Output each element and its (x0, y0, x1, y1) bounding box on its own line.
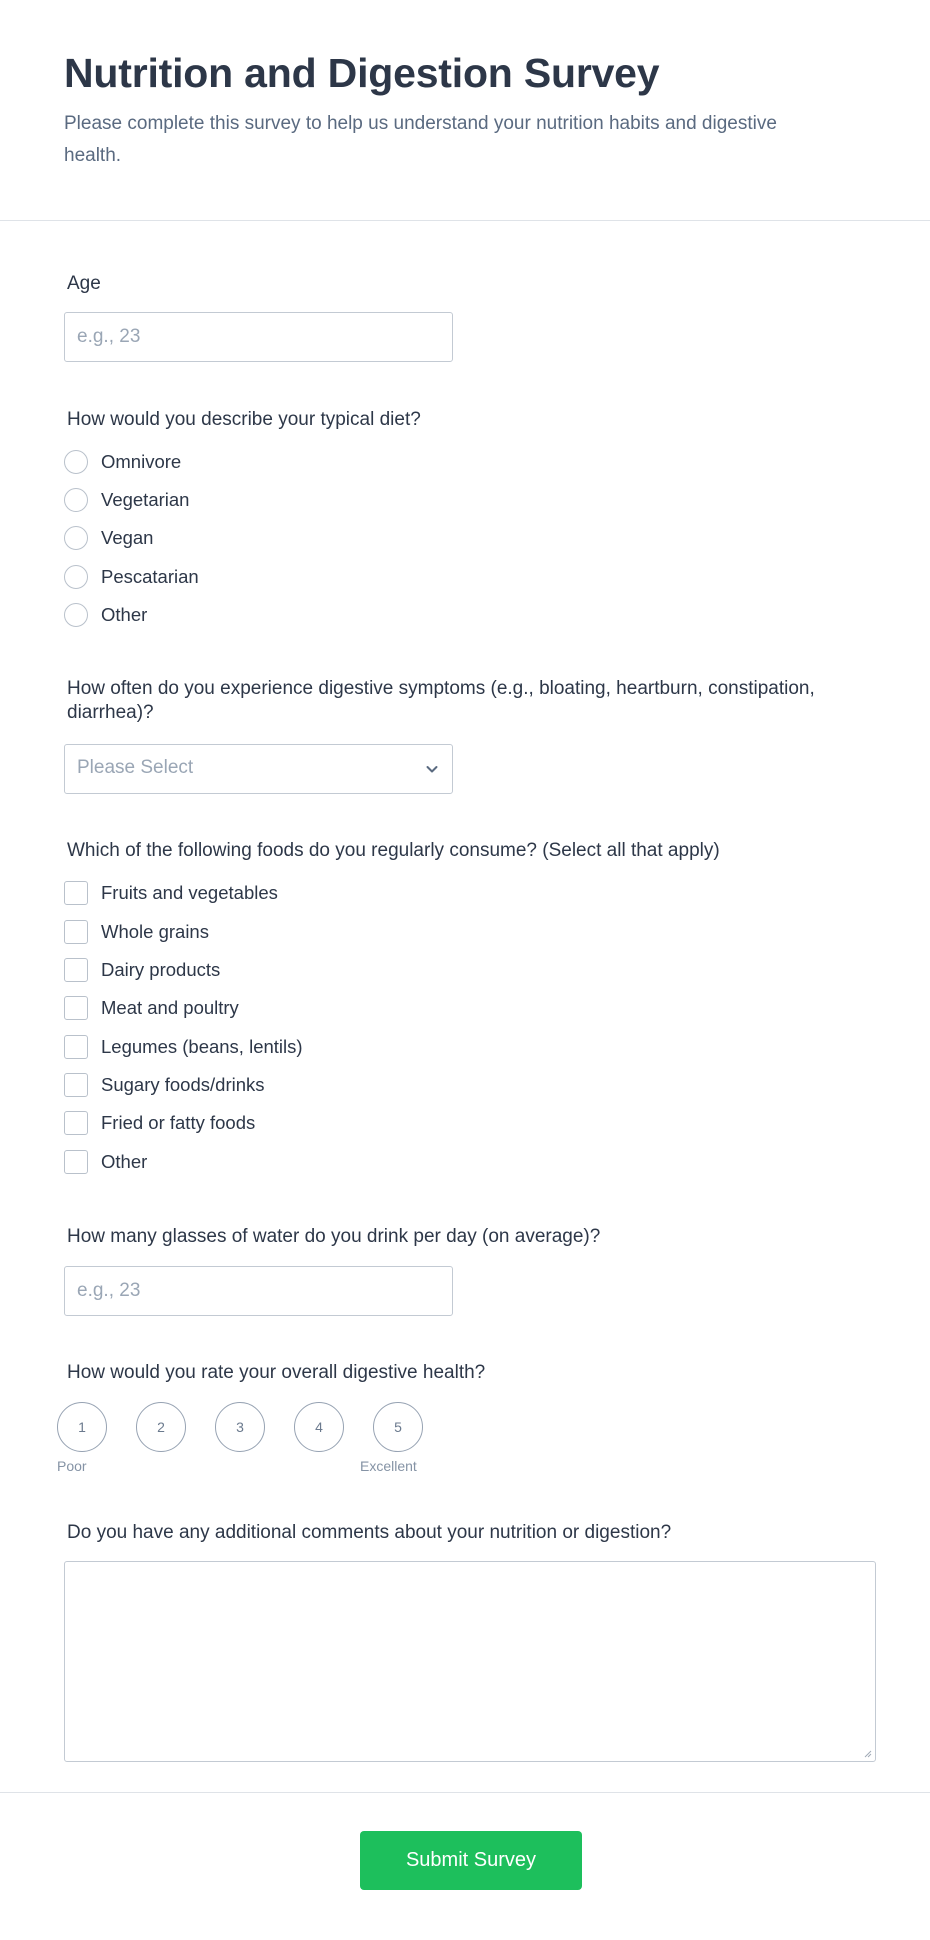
food-option-legumes[interactable] (64, 1034, 303, 1060)
form-footer (0, 1792, 930, 1940)
submit-survey-button[interactable]: Submit Survey (360, 1831, 582, 1890)
rating-option-2[interactable]: 2 (136, 1402, 186, 1452)
checkbox[interactable] (64, 996, 88, 1020)
radio-button[interactable] (64, 603, 88, 627)
diet-option-vegan[interactable] (64, 525, 153, 551)
foods-question-label: Which of the following foods do you regularly consume? (Select all that apply) (67, 840, 720, 861)
page-title: Nutrition and Digestion Survey (64, 50, 660, 96)
water-question-label: How many glasses of water do you drink per day (on average)? (67, 1226, 601, 1247)
rating-option-3[interactable]: 3 (215, 1402, 265, 1452)
rating-high-caption: Excellent (360, 1458, 417, 1474)
checkbox[interactable] (64, 1035, 88, 1059)
option-label: Other (101, 604, 148, 625)
diet-option-vegetarian[interactable] (64, 487, 189, 513)
checkbox[interactable] (64, 1150, 88, 1174)
comments-question-label: Do you have any additional comments about your nutrition or digestion? (67, 1522, 672, 1543)
option-label: Pescatarian (101, 566, 199, 587)
rating-option-4[interactable]: 4 (294, 1402, 344, 1452)
food-option-fried[interactable] (64, 1110, 255, 1136)
radio-button[interactable] (64, 565, 88, 589)
symptoms-frequency-select[interactable] (64, 744, 453, 794)
symptoms-question-label: How often do you experience digestive symptoms (e.g., bloating, heartburn, constipation, diarrhea)? (67, 678, 815, 723)
radio-button[interactable] (64, 488, 88, 512)
option-label: Vegan (101, 527, 154, 548)
checkbox[interactable] (64, 958, 88, 982)
radio-button[interactable] (64, 526, 88, 550)
rating-question-label: How would you rate your overall digestive health? (67, 1362, 486, 1383)
option-label: Meat and poultry (101, 997, 239, 1018)
diet-option-pescatarian[interactable] (64, 564, 199, 590)
option-label: Fried or fatty foods (101, 1112, 256, 1133)
checkbox[interactable] (64, 1111, 88, 1135)
diet-option-other[interactable] (64, 602, 147, 628)
option-label: Whole grains (101, 921, 209, 942)
comments-textarea[interactable] (64, 1561, 876, 1762)
radio-button[interactable] (64, 450, 88, 474)
diet-option-omnivore[interactable] (64, 449, 181, 475)
checkbox[interactable] (64, 920, 88, 944)
option-label: Dairy products (101, 959, 221, 980)
rating-option-5[interactable]: 5 (373, 1402, 423, 1452)
age-label: Age (67, 273, 101, 294)
checkbox[interactable] (64, 1073, 88, 1097)
chevron-down-icon (424, 761, 440, 777)
select-value: Please Select (77, 757, 194, 778)
age-input[interactable] (64, 312, 453, 362)
food-option-whole-grains[interactable] (64, 919, 209, 945)
rating-low-caption: Poor (57, 1458, 87, 1474)
food-option-sugary[interactable] (64, 1072, 265, 1098)
rating-option-1[interactable]: 1 (57, 1402, 107, 1452)
option-label: Sugary foods/drinks (101, 1074, 265, 1095)
diet-question-label: How would you describe your typical diet? (67, 409, 421, 430)
water-glasses-input[interactable] (64, 1266, 453, 1316)
food-option-meat-poultry[interactable] (64, 995, 239, 1021)
survey-header (0, 0, 930, 221)
resize-grip-icon[interactable] (862, 1748, 872, 1758)
food-option-dairy[interactable] (64, 957, 220, 983)
option-label: Vegetarian (101, 489, 190, 510)
option-label: Other (101, 1151, 148, 1172)
food-option-fruits-vegetables[interactable] (64, 880, 278, 906)
food-option-other[interactable] (64, 1149, 147, 1175)
option-label: Fruits and vegetables (101, 882, 278, 903)
page-subtitle: Please complete this survey to help us understand your nutrition habits and digestive health. (64, 113, 777, 166)
option-label: Legumes (beans, lentils) (101, 1036, 303, 1057)
option-label: Omnivore (101, 451, 182, 472)
checkbox[interactable] (64, 881, 88, 905)
